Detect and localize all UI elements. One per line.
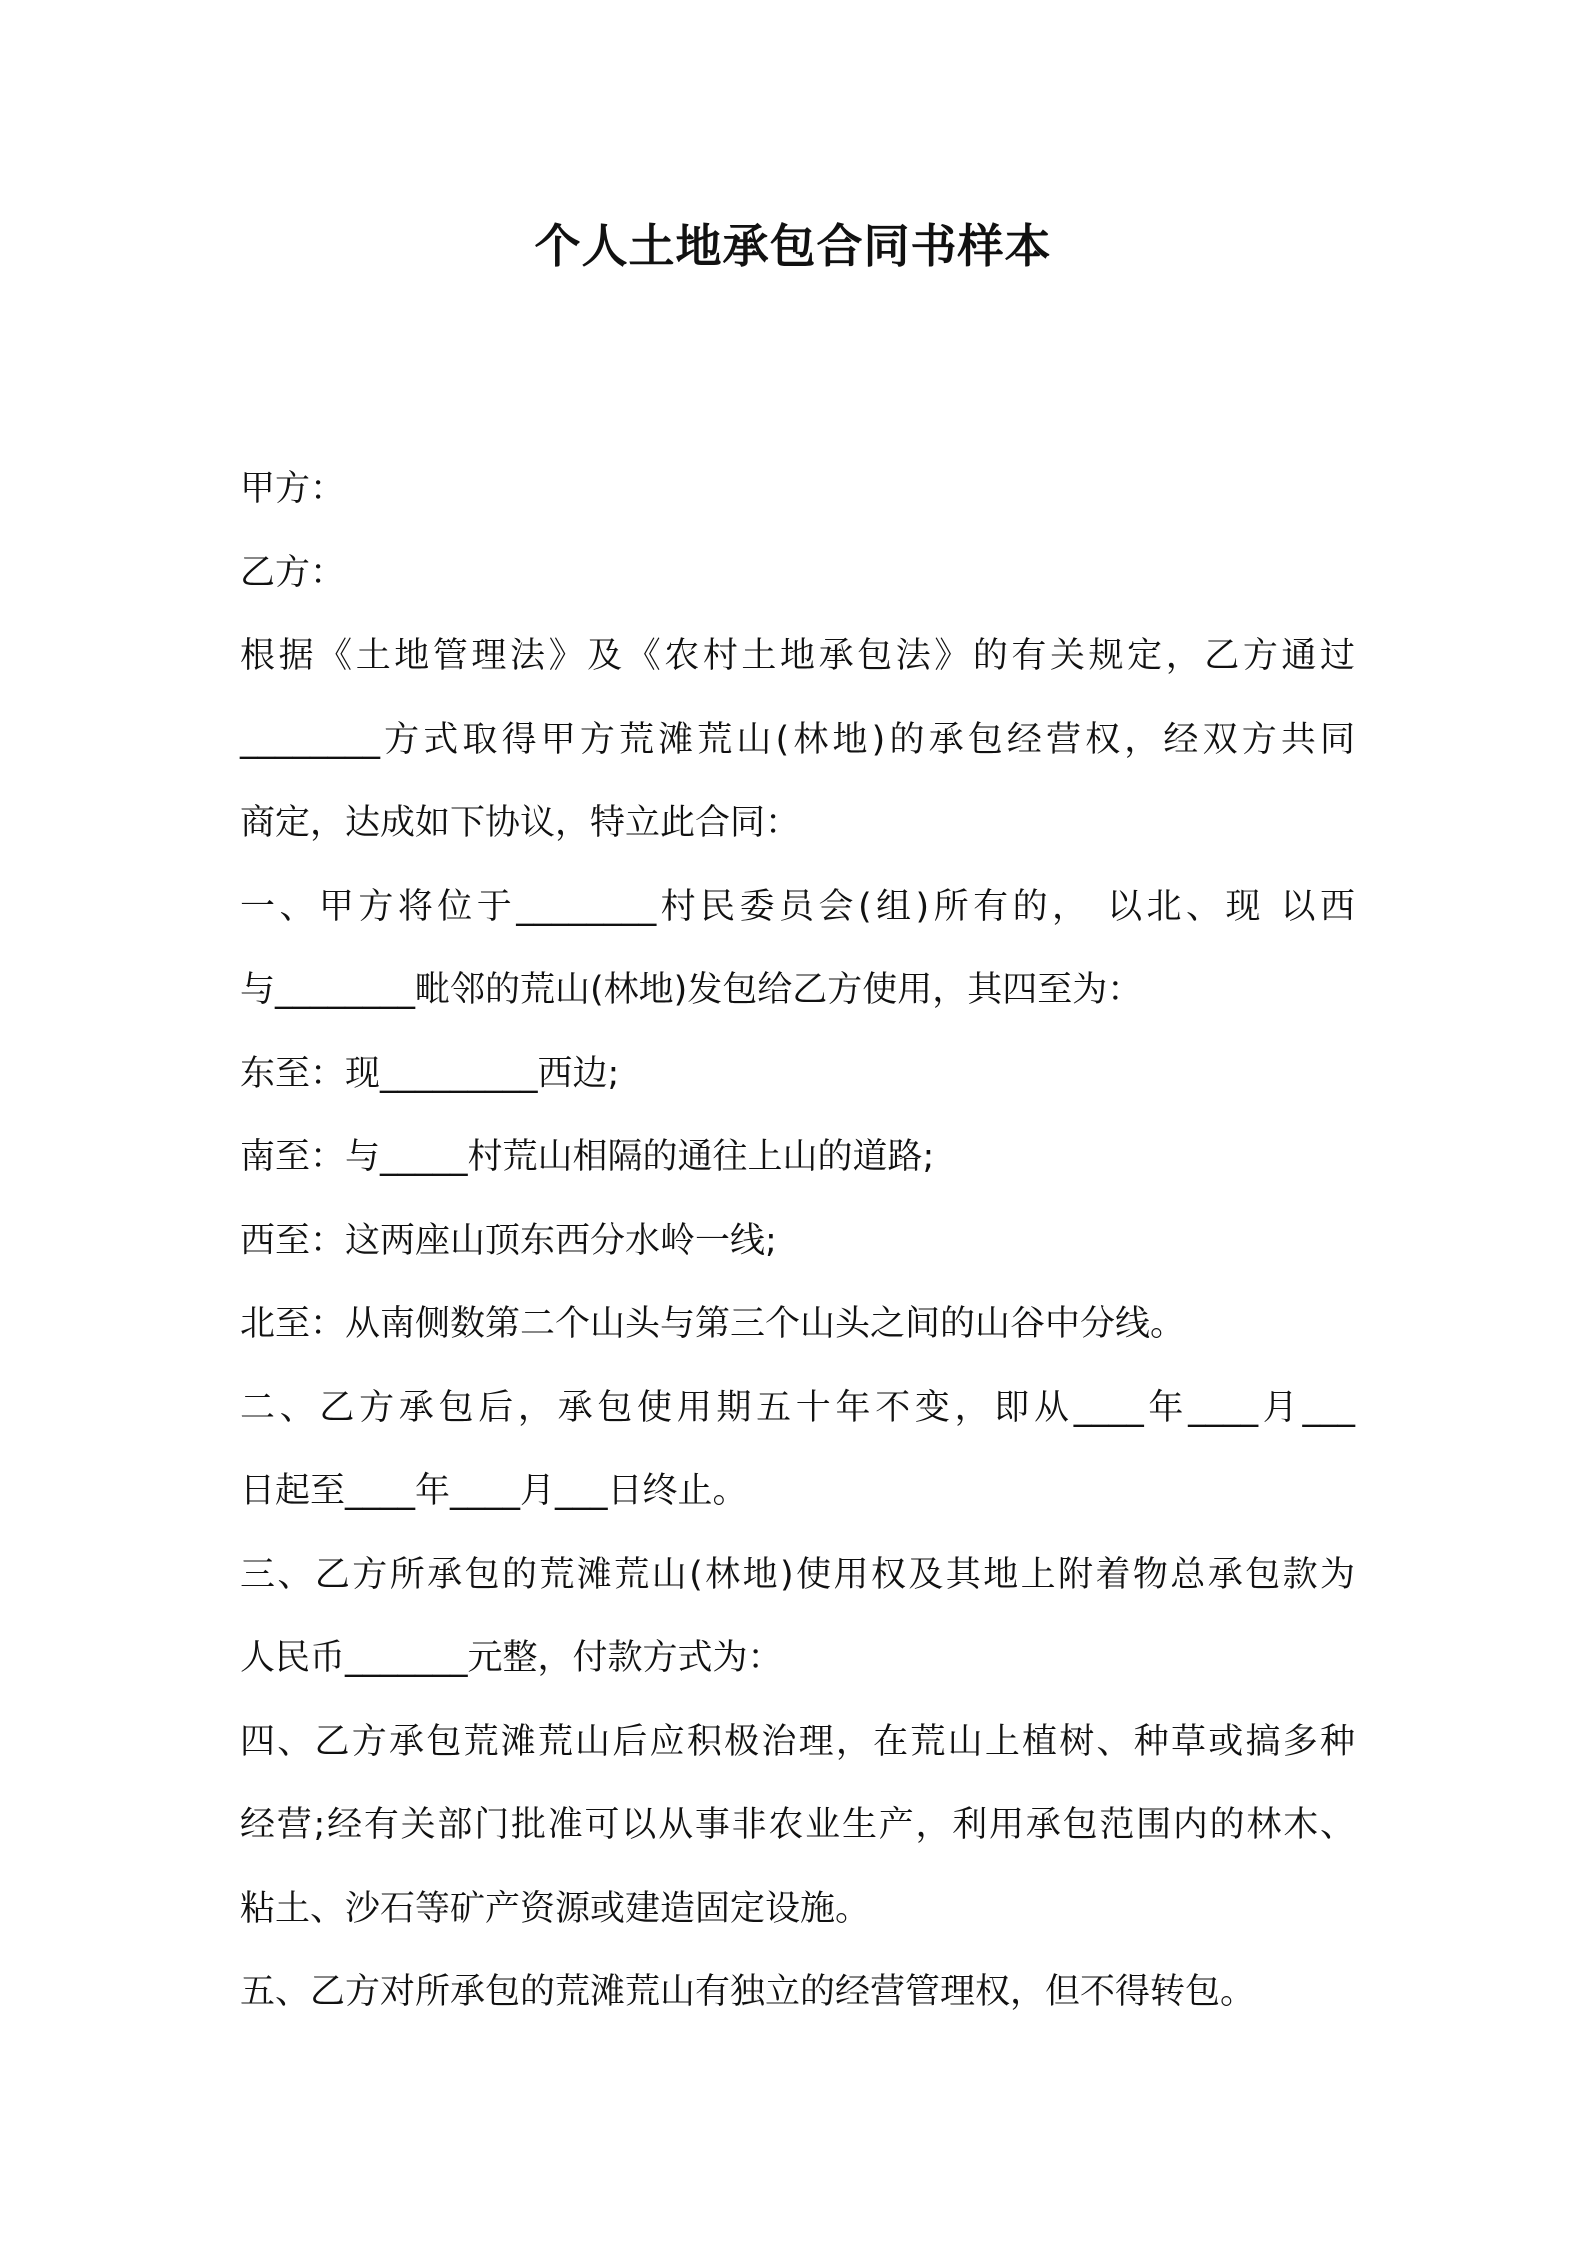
boundary-east: 东至：现_________西边; xyxy=(240,1053,620,1094)
clause-3-line-1: 三、乙方所承包的荒滩荒山(林地)使用权及其地上附着物总承包款为 xyxy=(240,1554,1355,1595)
preamble-line-2: ________方式取得甲方荒滩荒山(林地)的承包经营权，经双方共同 xyxy=(240,719,1355,760)
boundary-south: 南至：与_____村荒山相隔的通往上山的道路; xyxy=(240,1137,935,1177)
clause-5-line-1: 五、乙方对所承包的荒滩荒山有独立的经营管理权，但不得转包。 xyxy=(240,1972,1256,2012)
clause-4-line-2: 经营;经有关部门批准可以从事非农业生产，利用承包范围内的林木、 xyxy=(240,1805,1355,1845)
preamble-line-1: 根据《土地管理法》及《农村土地承包法》的有关规定，乙方通过 xyxy=(240,636,1355,676)
clause-2-line-2: 日起至____年____月___日终止。 xyxy=(240,1471,748,1511)
clause-1-line-2: 与________毗邻的荒山(林地)发包给乙方使用，其四至为： xyxy=(240,970,1143,1010)
preamble-line-3: 商定，达成如下协议，特立此合同： xyxy=(240,803,801,843)
clause-4-line-1: 四、乙方承包荒滩荒山后应积极治理，在荒山上植树、种草或搞多种 xyxy=(240,1721,1355,1762)
boundary-west: 西至：这两座山顶东西分水岭一线; xyxy=(240,1220,777,1261)
clause-1-line-1: 一、甲方将位于________村民委员会(组)所有的， 以北、现 以西 xyxy=(240,886,1355,927)
clause-3-line-2: 人民币_______元整，付款方式为： xyxy=(240,1638,783,1678)
party-b-line: 乙方： xyxy=(240,552,346,593)
clause-2-line-1: 二、乙方承包后，承包使用期五十年不变，即从____年____月___ xyxy=(240,1387,1355,1428)
document-title: 个人土地承包合同书样本 xyxy=(534,219,1052,273)
clause-4-line-3: 粘土、沙石等矿产资源或建造固定设施。 xyxy=(240,1888,871,1929)
document-body xyxy=(240,448,1355,2035)
party-a-line: 甲方： xyxy=(240,469,346,509)
boundary-north: 北至：从南侧数第二个山头与第三个山头之间的山谷中分线。 xyxy=(240,1304,1186,1344)
